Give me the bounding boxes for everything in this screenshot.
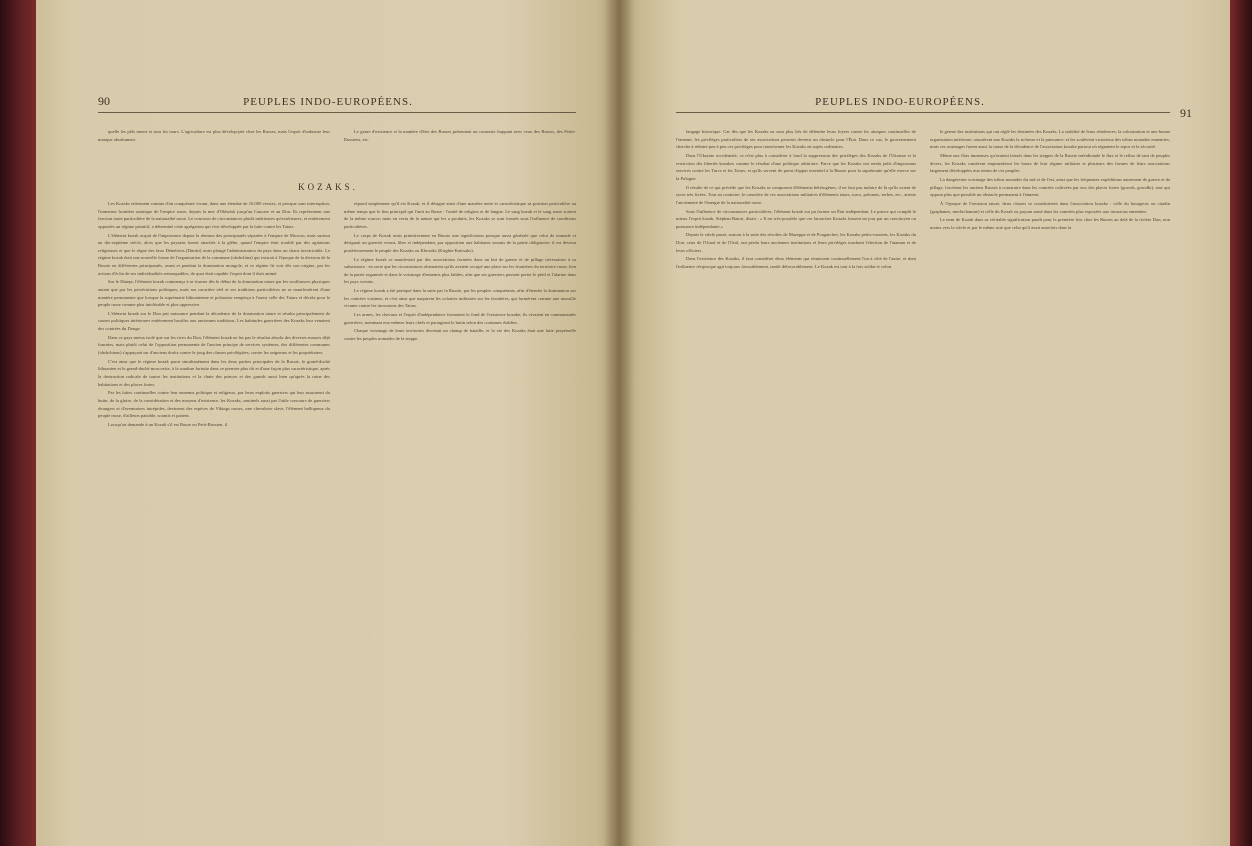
paragraph: Depuis le siècle passé, surtout à la suite des révoltes de Mazeppa et de Pougatchev, les Kozaks petits-russiens, les Kozaks du Don, ceux de l'Oural et de l'Oral, ont perdu leurs anciennes institutions et leurs privilèges touchant l'election de l'ataman et de leurs officiers. xyxy=(676,232,916,253)
left-header-rule xyxy=(98,112,576,113)
paragraph: Le genre d'existence et la manière d'être des Russes présentent un contraste frappant avec ceux des Russes, des Petits-Russiens, etc. xyxy=(344,129,576,142)
paragraph: La dangereuse voisinage des tribus nomades du sud et de l'est, ainsi que les fréquentes expéditions autrement de guerre et de pillage, forcèrent les anciens Russes à construire dans les contrées cultivées par eux des places fortes (gorods, gorodki), tout qui opposa plus que possible un obstacle permanent à l'ennemi. xyxy=(930,176,1170,198)
paragraph: Par les luttes continuelles contre leur ennemis politique et religieux, par leurs exploits guerriers qui leur assuraient du butin, de la gloire, de la considération et des moyens d'existence, les Kozaks, sentinels aussi par l'utile concours de guerriers étrangers et d'aventuriers intrépides, devinrent des espèces de Vikings russes, une chevalerie slave, l'élément belliqueux du peuple russe, d'ailleurs paisible, soumis et patient. xyxy=(98,390,330,419)
paragraph: quelle les pâfs meurt et tous les tours. L'agriculture est plus dévelop-pée chez les Russes, mais l'esprit d'industrie leur manque absolument. xyxy=(98,129,330,142)
right-column-2 xyxy=(930,128,1170,788)
left-page xyxy=(36,0,620,846)
paragraph: L'élément kozak sur le Don prit naissance pendant la décadence de la domination tatare et résulta principalement de causes politiques intérieures entièrement hostiles aux anciennes traditions. Les habitudes guerrières des Kozaks leur venaient des contrées du Donge. xyxy=(98,310,330,332)
left-column-2 xyxy=(344,200,576,770)
left-page-number: 90 xyxy=(98,94,110,108)
scan-edge-left xyxy=(0,0,36,846)
paragraph: Chaque voisinage de leurs territoires devenait un champ de bataille, et la vie des Kozaks était une lutte perpétuelle contre les peuples nomades de la steppe. xyxy=(344,328,576,342)
paragraph: Même aux flots immenses qu'avaient laissés dans les steppes de la Russie méridionale le flux et le reflux de tant de peuples divers, les Kozaks causèrent empruntèrent les bases de leur régime militaire et plusieurs des formes de leurs associations largement développées aux tentes de ces peuples. xyxy=(930,152,1170,174)
section-title: KOZAKS. xyxy=(298,182,358,192)
paragraph: Sous l'influence de circonstances particulières, l'élément kozak eut pu former un État indépendant. Le prince qui complit le mieux l'esprit kozak, Stéphan Batori, disait : « Il est très-possible que ces farouches Kozaks fussent un jour par un concitoyen ou puissance indépendante.» xyxy=(676,208,916,229)
paragraph: C'est ainsi que le régime kozak parut simultanément dans les deux parties principales de la Russie, le grand-duché lithuanien et le grand-duché moscovite, à la soudure fortuite dans ce premier plus tôt et d'une façon plus caractéristique, après la destruction radicale de toutes les institutions et la chute des princes et des grands aussi bien qu'après la ruine des habitations et des places fortes. xyxy=(98,358,330,387)
left-running-head: PEUPLES INDO-EUROPÉENS. xyxy=(243,96,413,108)
paragraph: Dans l'Ukraine occidentale, ce n'est plus à considérer à fond la suppression des privilèges des Kozaks de l'Ukraine et la restriction des libertés kozakes comme le résultat d'une politique arbitraire. Parce que les Kozaks ont rendu jadis d'importants services contre les Turcs et les Tatars, et qu'ils servent de point d'appui essentiel à la Russie pour la suprématie qu'elle exerce sur la Pologne. xyxy=(676,152,916,181)
paragraph: Les Kozaks retiennent comme d'un conquérant vivant, dans une étendue de 10,000 verstes, et presque sans interruption, l'immense frontière asiatique de l'empire russe, depuis la mer d'Okhotsk jusqu'au Caucase et au Don. Ils représentent une fraction toute particulière de la nationalité russe. Le concours de circonstances plutôt intérieures qu'extérieures, et entièrement opposées au régime primitif, a déterminé cette agrégation qui s'est développée par la lutte contre les Tatars. xyxy=(98,201,330,229)
paragraph: Le régime kozak se manifestait par des associations formées dans un but de guerre et de pillage nécessaires à sa subsistance : en sorte que les circonstances obtenaient qu'ils avaient occupé une place sur les frontières du territoire russe, loin de la patrie organisée et dans le voisinage d'ennemis plus faibles, afin que ses guerriers pussent porter le péril et l'alarme dans les pays voisins. xyxy=(344,256,576,285)
paragraph: langage historique. Car dès que les Kozaks ne sont plus liés de défendre leurs foyers contre les attaques continuelles de l'ennemi, les privilèges particuliers de ses associations peuvent devenir un obstacle pour l'État. Dans ce cas, le gouvernement cherche à réduire peu à peu ces privilèges pour transformer les Kozaks en sujets ordinaires. xyxy=(676,129,916,150)
paragraph: Lorsqu'on demande à un Kozak s'il est Russe ou Petit-Russien, il xyxy=(108,421,228,427)
right-header-rule xyxy=(676,112,1170,113)
paragraph: À l'époque de l'invasion tatare, deux classes se constituèrent dans l'association kozake : celle du bourgeois ou citadin (graphanes, mechtchanine) et celle du Kozak ou paysan armé dans les contrées plus exposées aux invasions ennemies. xyxy=(930,200,1170,214)
right-running-head: PEUPLES INDO-EUROPÉENS. xyxy=(815,96,985,108)
left-top-col-2 xyxy=(344,128,576,152)
paragraph: Le corps de Kozak avait primitivement en Russie une signification presque aussi générale que celui de nomade et désignait un guerrier errant, libre et indépendant, par opposition aux habitants soumis de la patrie obligatoire; il est devenu postérieurement le peuple des Kozaks ou Khozaks (Kirghiz-Kaïssaks). xyxy=(344,232,576,253)
left-top-col-1 xyxy=(98,128,330,152)
right-page xyxy=(620,0,1230,846)
book-gutter xyxy=(604,0,634,846)
paragraph: Les armes, les chevaux et l'esprit d'indépendance formaient le fond de l'existence kozake; ils vivaient en communautés guerrières, nommant eux-mêmes leurs chefs et partageant le butin selon des coutumes établies. xyxy=(344,312,576,325)
paragraph: le germe des institutions qui ont réglé les destinées des Kozaks. La stabilité de leurs résidences, la colonisation et une bonne organisation intérieure, assurèrent aux Kozaks la richesse et la puissance; et les soulèvent victorieux des tribus nomades ennemies; mais ces avantages furent aussi la cause de la décadence de l'association kozake partout où régnaient le repos et la sécurité. xyxy=(930,129,1170,150)
paragraph: Il résulte de ce qui précède que les Kozaks se composent d'éléments hétérogènes, il ne faut pas induire de là qu'ils soient de races très fixées. Tout au contraire, le caractère de ces associations militaires d'éléments tatars, turcs, polonais, serbes, etc., atteste l'ancienneté de l'énergie de la nationalité russe. xyxy=(676,184,916,205)
paragraph: répond simplement qu'il est Kozak, et il désigne ainsi d'une manière nette et caractéristique sa position particulière au même temps que le lien principal qui l'unit au Russe : l'unité de religion et de langue. Le sang kozak et le sang russe sortent de la même source; mais en vertu de la nature qui les a produits, les Kozaks se sont formés sous l'influence de conditions particulières. xyxy=(344,201,576,229)
scan-edge-right xyxy=(1230,0,1252,846)
paragraph: Le nom de Kozak dans sa véritable signification paraît pour la première fois chez les Russes au delà de la rivière Don, non moins vers le siècle et par le même acte que celui qu'il avait autrefois dans la xyxy=(930,217,1170,230)
paragraph: Sur le Dniepr, l'élément kozak commença à se former dès le début de la domination tatare par les souffrances physiques autant que par les persécutions politiques; mais ses caractère réel et ses traditions particulières ne se manifestèrent d'une manière permanente que lorsque la suprématie lithuanienne et polonaise remplaça à l'ouest celle des Tatars et décida pour le peuple russe comme plus intolérable et plus oppressive. xyxy=(98,279,330,308)
paragraph: Dans ce pays mieux isolé que sur les rives du Don, l'élément kozak ne fut pas le résultat absolu des diverses masses déjà fournies, mais plutôt celui de l'opposition permanente de l'ancien principe de services systèmes, des différentes communes (obshchinas) s'appuyant sur d'anciens droits contre le joug des classes privilégiées, contre les seigneurs et les propriétaires. xyxy=(98,334,330,356)
right-page-number: 91 xyxy=(1180,106,1192,120)
right-column-1 xyxy=(676,128,916,788)
paragraph: L'élément kozak acquit de l'importance depuis la réunion des principautés séparées à l'empire de Moscou, mais surtout au dix-septième siècle, alors que les paysans furent attachés à la glèbe, quand l'empire était troublé par des agitations religieuses et que le règne des faux Démétrius (Dmitri) avait plongé l'administration du pays dans un chaos inextricable. Le régime kozak était une nouvelle forme de l'organisation de la commune (obshchina) qui existait à l'époque de la division de la Russie en différentes principautés, avant et pendant la domination mongole, et ce régime fit voir dès son origine, par les actions d'éclat de ses individualités remarquables, de quoi était capable l'esprit dont il était animé. xyxy=(98,232,330,276)
paragraph: Le régime kozak a été pratiqué dans la suite par la Russie, par les peuples conquérants, afin d'étendre la domination sur les contrées voisines; et c'est ainsi que naquirent les colonies militaires sur les frontières, qui formèrent comme une muraille vivante contre les incursions des Tatars. xyxy=(344,288,576,309)
left-column-1 xyxy=(98,200,330,770)
paragraph: Dans l'existence des Kozaks, il faut considérer deux éléments qui réunissent continuellement l'un à côté de l'autre, et dont l'influence réciproque agit toujours favorablement, tantôt défavorablement. Le Kozak est tout à la fois soldat et colon. xyxy=(676,256,916,270)
